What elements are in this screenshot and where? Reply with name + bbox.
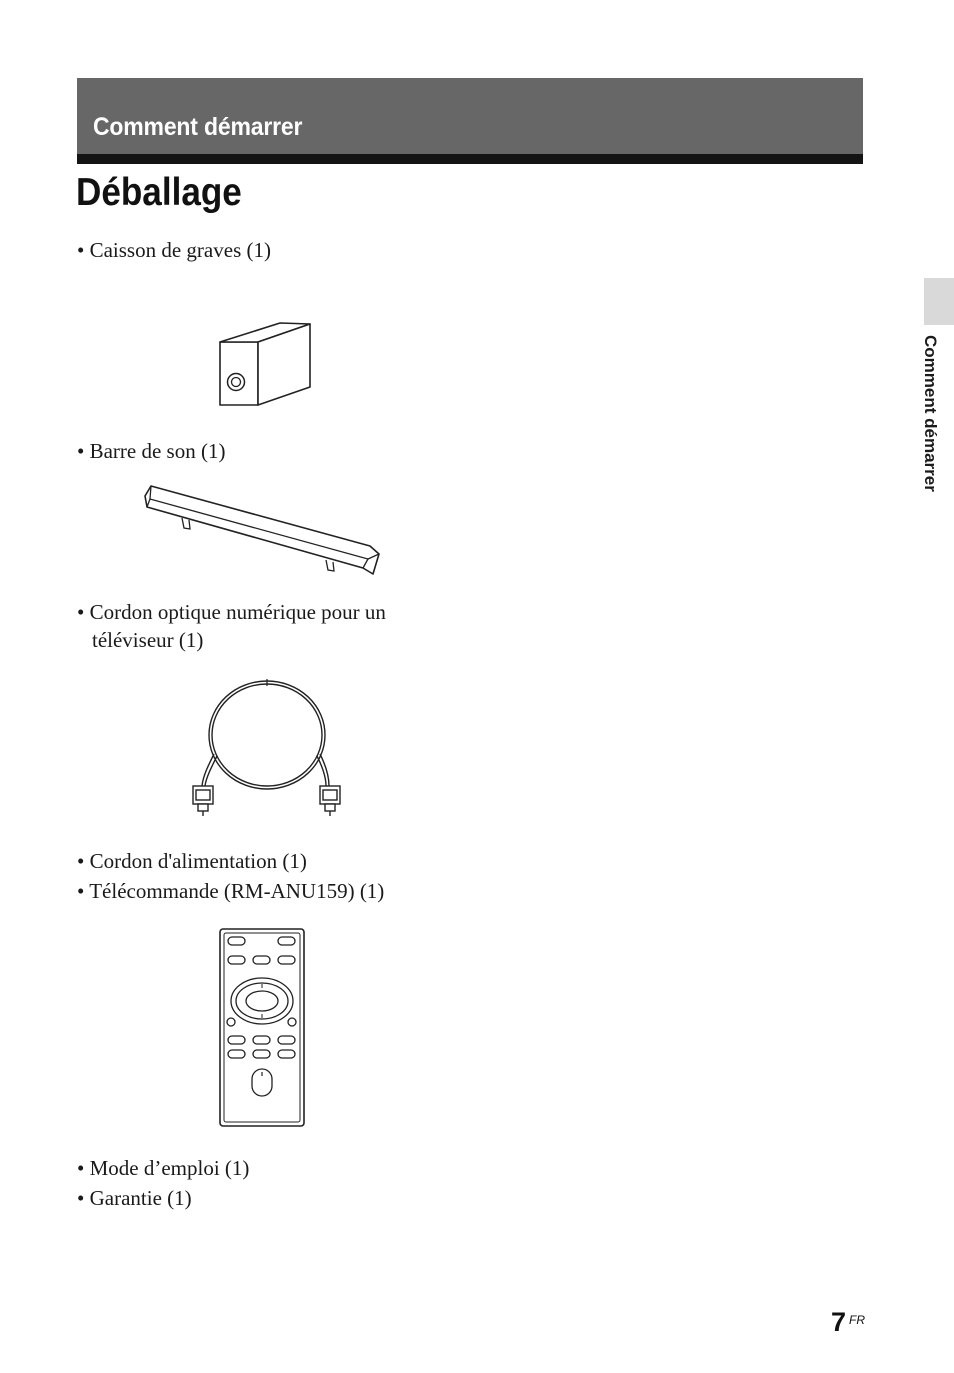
section-title: Comment démarrer — [93, 113, 303, 141]
optical-cable-illustration — [186, 676, 346, 818]
remote-control-illustration — [217, 926, 309, 1130]
page-title: Déballage — [76, 171, 242, 214]
list-item-soundbar: • Barre de son (1) — [77, 439, 226, 463]
list-item-remote: • Télécommande (RM-ANU159) (1) — [77, 879, 385, 903]
page-number: 7 — [831, 1307, 847, 1337]
list-item-warranty: • Garantie (1) — [77, 1186, 192, 1210]
list-item-optical-cable: • Cordon optique numérique pour un téléviseur (1) — [77, 600, 386, 652]
soundbar-illustration — [142, 484, 386, 582]
side-tab-label: Comment démarrer — [921, 335, 940, 492]
list-item-subwoofer: • Caisson de graves (1) — [77, 238, 271, 262]
side-tab — [924, 278, 954, 325]
subwoofer-illustration — [214, 318, 318, 410]
list-item-manual: • Mode d’emploi (1) — [77, 1156, 250, 1180]
section-banner-rule — [77, 154, 863, 164]
list-item-power-cord: • Cordon d'alimentation (1) — [77, 849, 307, 873]
page-language-code: FR — [849, 1313, 865, 1327]
